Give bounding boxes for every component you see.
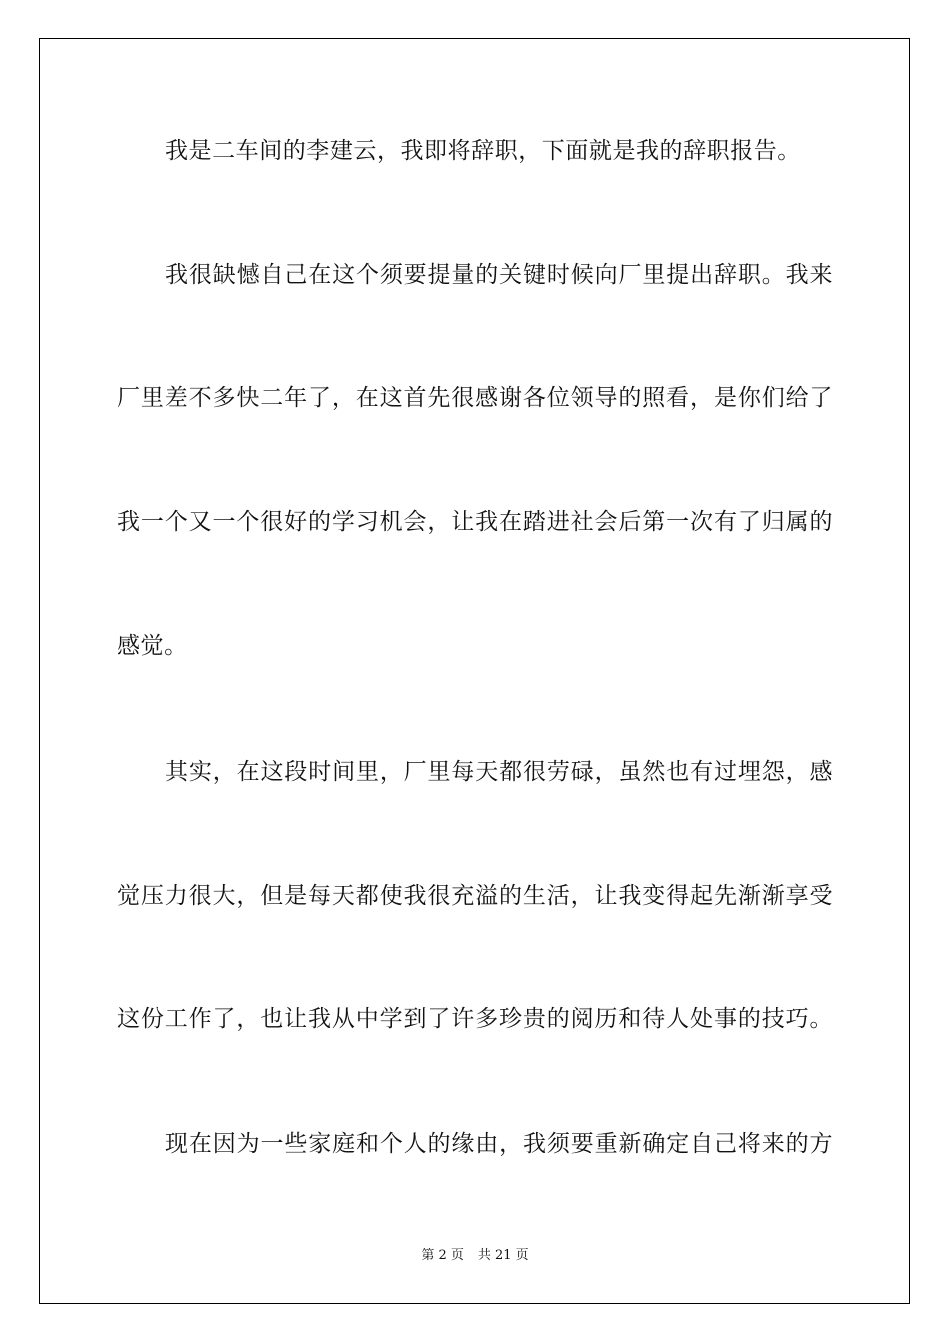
paragraph-3-line-2: 觉压力很大，但是每天都使我很充溢的生活，让我变得起先渐渐享受 <box>117 883 833 909</box>
page-total: 共 21 页 <box>477 1248 529 1263</box>
paragraph-3-line-3: 这份工作了，也让我从中学到了许多珍贵的阅历和待人处事的技巧。 <box>117 1006 833 1032</box>
page-number: 第 2 页 <box>421 1248 464 1263</box>
paragraph-2-line-4: 感觉。 <box>117 633 188 659</box>
paragraph-3-line-1: 其实，在这段时间里，厂里每天都很劳碌，虽然也有过埋怨，感 <box>165 759 833 785</box>
paragraph-4-line-1: 现在因为一些家庭和个人的缘由，我须要重新确定自己将来的方 <box>165 1131 833 1157</box>
paragraph-2-line-3: 我一个又一个很好的学习机会，让我在踏进社会后第一次有了归属的 <box>117 509 833 535</box>
paragraph-2-line-2: 厂里差不多快二年了，在这首先很感谢各位领导的照看，是你们给了 <box>117 385 833 411</box>
page-border <box>39 38 910 1304</box>
page-footer <box>0 1247 950 1265</box>
paragraph-2-line-1: 我很缺憾自己在这个须要提量的关键时候向厂里提出辞职。我来 <box>165 262 833 288</box>
paragraph-1-line-1: 我是二车间的李建云，我即将辞职，下面就是我的辞职报告。 <box>165 138 801 164</box>
